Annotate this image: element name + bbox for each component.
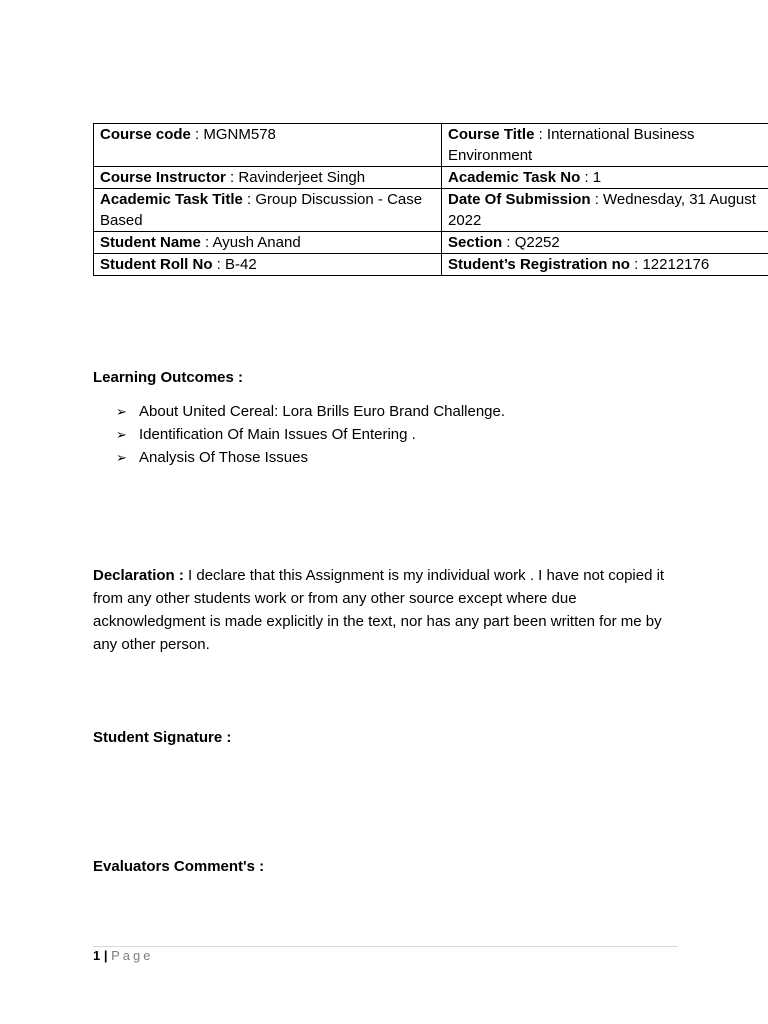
student-signature-heading: Student Signature : <box>93 729 232 746</box>
submission-cell <box>442 189 768 232</box>
declaration-paragraph <box>93 564 683 656</box>
submission-label: Date Of Submission <box>448 191 591 208</box>
task-title-value: : Group Discussion - Case Based <box>100 191 423 229</box>
outcome-text: Identification Of Main Issues Of Entering . <box>139 426 416 443</box>
list-item <box>116 400 505 423</box>
table-row <box>94 189 768 232</box>
task-title-label: Academic Task Title <box>100 191 243 208</box>
evaluators-comment-heading: Evaluators Comment's : <box>93 858 265 875</box>
task-no-value: : 1 <box>580 169 602 186</box>
course-code-label: Course code <box>100 126 191 143</box>
course-code-value: : MGNM578 <box>190 126 276 143</box>
outcome-text: About United Cereal: Lora Brills Euro Brand Challenge. <box>139 403 506 420</box>
task-no-cell <box>442 167 768 189</box>
table-row <box>94 167 768 189</box>
arrow-bullet-icon: ➢ <box>116 427 127 442</box>
list-item <box>116 423 505 446</box>
footer-divider <box>93 946 678 947</box>
page-footer <box>93 948 153 963</box>
footer-separator: | <box>100 948 112 963</box>
task-no-label: Academic Task No <box>448 169 581 186</box>
submission-value: : Wednesday, 31 August 2022 <box>448 191 756 229</box>
declaration-label: Declaration : <box>93 567 184 584</box>
course-title-value: : International Business Environment <box>448 126 695 164</box>
list-item <box>116 446 505 469</box>
outcome-text: Analysis Of Those Issues <box>139 449 308 466</box>
page-word: Page <box>111 948 154 963</box>
learning-outcomes-list <box>116 400 505 469</box>
arrow-bullet-icon: ➢ <box>116 404 127 419</box>
arrow-bullet-icon: ➢ <box>116 450 127 465</box>
task-title-cell <box>94 189 442 232</box>
student-name-cell <box>94 232 442 254</box>
page-number: 1 <box>93 948 101 963</box>
reg-no-value: : 12212176 <box>629 256 710 273</box>
reg-no-label: Student’s Registration no <box>448 256 630 273</box>
table-row <box>94 232 768 254</box>
declaration-text: I declare that this Assignment is my individual work . I have not copied it from any other students work or from any other source except where due acknowledgment is made explicitly in the text, nor has any part been written for me by any other person. <box>93 567 665 653</box>
instructor-value: : Ravinderjeet Singh <box>225 169 366 186</box>
instructor-label: Course Instructor <box>100 169 226 186</box>
roll-no-value: : B-42 <box>212 256 257 273</box>
course-info-table <box>93 123 768 276</box>
course-title-label: Course Title <box>448 126 535 143</box>
student-name-value: : Ayush Anand <box>200 234 301 251</box>
section-label: Section <box>448 234 503 251</box>
course-code-cell <box>94 124 442 167</box>
roll-no-cell <box>94 254 442 276</box>
section-cell <box>442 232 768 254</box>
table-row <box>94 254 768 276</box>
instructor-cell <box>94 167 442 189</box>
learning-outcomes-heading: Learning Outcomes : <box>93 369 244 386</box>
course-title-cell <box>442 124 768 167</box>
section-value: : Q2252 <box>502 234 560 251</box>
student-name-label: Student Name <box>100 234 201 251</box>
table-row <box>94 124 768 167</box>
reg-no-cell <box>442 254 768 276</box>
roll-no-label: Student Roll No <box>100 256 213 273</box>
